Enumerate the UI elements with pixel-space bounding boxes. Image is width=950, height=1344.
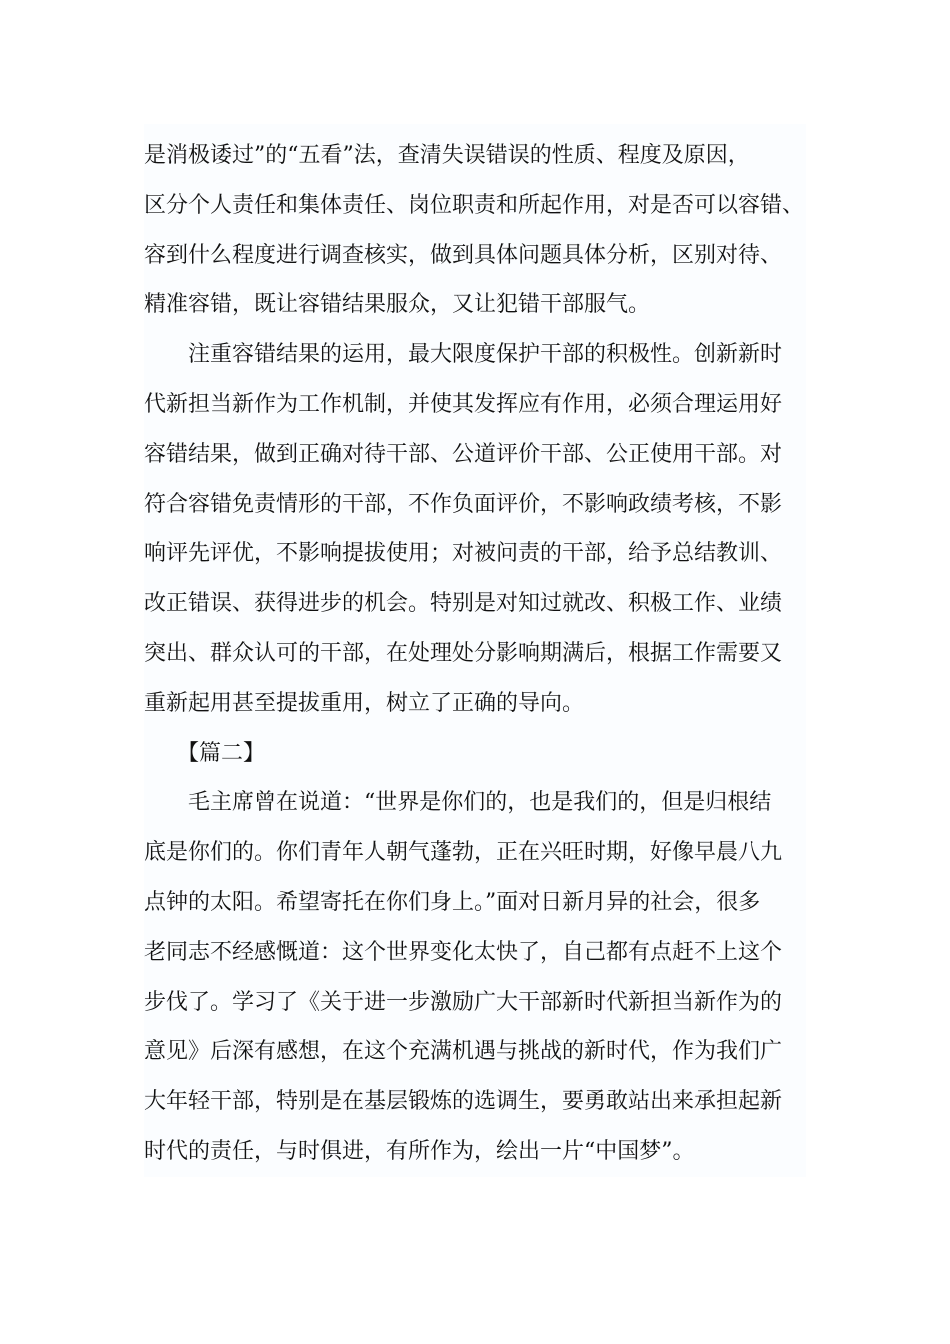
paragraph-first-line: 注重容错结果的运用，最大限度保护干部的积极性。创新新时 xyxy=(188,342,783,368)
text-line: 意见》后深有感想，在这个充满机遇与挑战的新时代，作为我们广 xyxy=(144,1039,783,1065)
text-line: 区分个人责任和集体责任、岗位职责和所起作用，对是否可以容错、 xyxy=(144,192,805,218)
text-line: 步伐了。学习了《关于进一步激励广大干部新时代新担当新作为的 xyxy=(144,989,783,1015)
text-line: 重新起用甚至提拔重用，树立了正确的导向。 xyxy=(144,690,585,716)
text-line: 大年轻干部，特别是在基层锻炼的选调生，要勇敢站出来承担起新 xyxy=(144,1089,783,1115)
text-line: 改正错误、获得进步的机会。特别是对知过就改、积极工作、业绩 xyxy=(144,591,783,617)
text-line: 时代的责任，与时俱进，有所作为，绘出一片“中国梦”。 xyxy=(144,1138,695,1164)
text-line: 符合容错免责情形的干部，不作负面评价，不影响政绩考核，不影 xyxy=(144,491,783,517)
text-line: 是消极诿过”的“五看”法，查清失误错误的性质、程度及原因， xyxy=(144,143,750,168)
section-heading: 【篇二】 xyxy=(177,740,266,766)
paragraph-first-line: 毛主席曾在说道：“世界是你们的，也是我们的，但是归根结 xyxy=(188,790,772,816)
text-line: 底是你们的。你们青年人朝气蓬勃，正在兴旺时期，好像早晨八九 xyxy=(144,840,783,866)
text-line: 容错结果，做到正确对待干部、公道评价干部、公正使用干部。对 xyxy=(144,441,783,467)
text-line: 突出、群众认可的干部，在处理处分影响期满后，根据工作需要又 xyxy=(144,640,783,666)
text-line: 容到什么程度进行调查核实，做到具体问题具体分析，区别对待、 xyxy=(144,242,783,268)
text-line: 精准容错，既让容错结果服众，又让犯错干部服气。 xyxy=(144,292,651,318)
text-line: 老同志不经感慨道：这个世界变化太快了，自己都有点赶不上这个 xyxy=(144,939,783,965)
text-line: 点钟的太阳。希望寄托在你们身上。”面对日新月异的社会，很多 xyxy=(144,889,761,915)
text-line: 代新担当新作为工作机制，并使其发挥应有作用，必须合理运用好 xyxy=(144,391,783,417)
document-body xyxy=(144,124,806,1177)
text-line: 响评先评优，不影响提拔使用；对被问责的干部，给予总结教训、 xyxy=(144,541,783,567)
